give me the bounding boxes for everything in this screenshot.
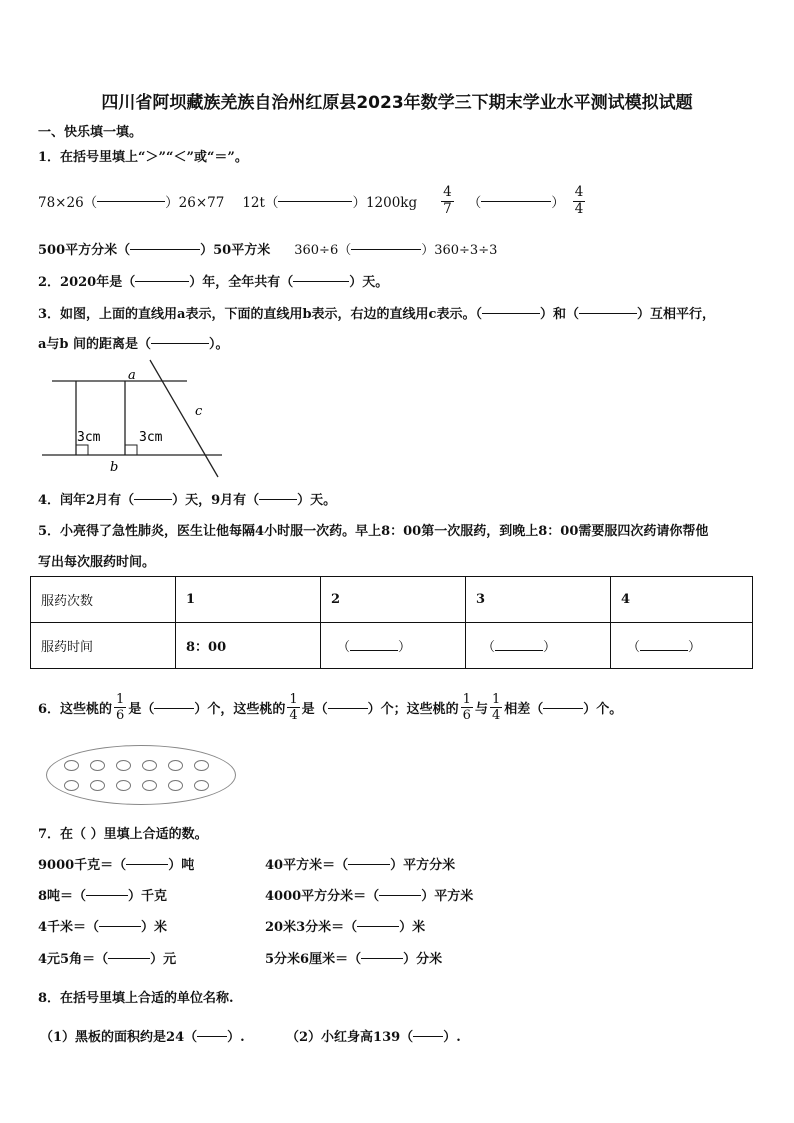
fraction-1-6: $\frac{1}{6}$: [116, 692, 125, 723]
answer-blank[interactable]: [99, 925, 141, 927]
q6-text-1: 6．这些桃的: [38, 702, 113, 717]
fraction-1-6: $\frac{1}{6}$: [462, 692, 471, 723]
answer-blank[interactable]: [495, 649, 543, 651]
q4-text-3: ）天。: [297, 493, 337, 508]
answer-blank[interactable]: [130, 248, 200, 250]
q6-text-7: 相差（: [504, 702, 544, 717]
q7-item: 8吨＝（ ）千克: [38, 889, 168, 904]
answer-blank[interactable]: [640, 649, 688, 651]
label-b: b: [110, 460, 119, 475]
answer-blank[interactable]: [413, 1035, 443, 1037]
answer-blank[interactable]: [361, 957, 403, 959]
medication-table: [30, 576, 753, 669]
q7-item: 20米3分米＝（ ）米: [265, 920, 426, 935]
q6-text-2: 是（: [128, 702, 155, 717]
peach-icon: [194, 760, 209, 771]
q4-text-1: 4．闰年2月有（: [38, 493, 135, 508]
question-5-line-1: 5．小亮得了急性肺炎，医生让他每隔4小时服一次药。早上8：00第一次服药，到晚上8：00需要服四次药请你帮他: [38, 524, 709, 539]
q2-text-1: 2．2020年是（: [38, 275, 136, 290]
label-a: a: [128, 368, 136, 383]
question-1-row-2: [38, 239, 497, 258]
q7-item: 4000平方分米＝（ ）平方米: [265, 889, 474, 904]
peach-icon: [168, 780, 183, 791]
question-1-prompt: 1．在括号里填上“＞”“＜”或“＝”。: [38, 150, 248, 165]
peach-icon: [90, 780, 105, 791]
answer-blank[interactable]: [379, 894, 421, 896]
table-row: [31, 577, 753, 623]
q2-text-3: ）天。: [349, 275, 389, 290]
peach-icon: [116, 780, 131, 791]
q1-expr-1: 78×26（: [38, 195, 98, 211]
line-c: [150, 360, 218, 477]
q7-item: 4千米＝（ ）米: [38, 920, 168, 935]
right-angle-mark-1: [76, 445, 88, 455]
q7-item: 9000千克＝（ ）吨: [38, 858, 195, 873]
q6-text-5: ）个；这些桃的: [367, 702, 459, 717]
table-cell: 服药时间: [31, 623, 176, 669]
peach-icon: [64, 760, 79, 771]
label-c: c: [195, 404, 203, 419]
section-heading: 一、快乐填一填。: [38, 125, 143, 140]
q1-expr-5: 500平方分米（: [38, 243, 131, 258]
q7-item: 5分米6厘米＝（ ）分米: [265, 952, 443, 967]
fraction-4-7: $\frac{4}{7}$: [443, 184, 452, 217]
answer-blank[interactable]: [543, 707, 583, 709]
q2-text-2: ）年，全年共有（: [189, 275, 294, 290]
peach-icon: [194, 780, 209, 791]
q1-expr-6: ）50平方米: [200, 243, 271, 258]
table-cell: （ ）: [611, 623, 753, 669]
answer-blank[interactable]: [357, 925, 399, 927]
answer-blank[interactable]: [481, 200, 551, 202]
q1-expr-3: 12t（: [242, 195, 279, 211]
answer-blank[interactable]: [293, 280, 349, 282]
q7-item: 4元5角＝（ ）元: [38, 952, 177, 967]
answer-blank[interactable]: [328, 707, 368, 709]
table-cell: 2: [321, 577, 466, 623]
question-7-prompt: 7．在（ ）里填上合适的数。: [38, 827, 208, 842]
q8-part-2: （2）小红身高139（ ）.: [286, 1030, 461, 1045]
question-1-row-1: [38, 186, 587, 216]
answer-blank[interactable]: [351, 248, 421, 250]
table-cell: 3: [466, 577, 611, 623]
answer-blank[interactable]: [348, 863, 390, 865]
q1-expr-8: ）360÷3÷3: [421, 243, 498, 258]
question-2: [38, 271, 388, 290]
question-5-line-2: 写出每次服药时间。: [38, 555, 156, 570]
answer-blank[interactable]: [259, 498, 297, 500]
q6-text-4: 是（: [301, 702, 328, 717]
fraction-4-4: $\frac{4}{4}$: [574, 184, 584, 217]
question-4: [38, 489, 336, 508]
q4-text-2: ）天，9月有（: [172, 493, 260, 508]
parallel-lines-figure: [30, 355, 240, 480]
answer-blank[interactable]: [151, 342, 209, 344]
distance-label-2: 3cm: [139, 430, 163, 445]
answer-blank[interactable]: [97, 200, 165, 202]
q6-text-8: ）个。: [583, 702, 623, 717]
q8-part-1: （1）黑板的面积约是24（ ）.: [40, 1030, 245, 1045]
q1-expr-7: 360÷6（: [294, 243, 352, 258]
q3-text-5: ）。: [209, 337, 229, 352]
peach-icon: [90, 760, 105, 771]
table-cell: 8：00: [176, 623, 321, 669]
q1-paren-open: （: [467, 195, 482, 211]
fraction-1-4: $\frac{1}{4}$: [289, 692, 298, 723]
q3-text-2: ）和（: [539, 307, 579, 322]
answer-blank[interactable]: [126, 863, 168, 865]
peach-icon: [116, 760, 131, 771]
answer-blank[interactable]: [135, 280, 189, 282]
peach-icon: [142, 780, 157, 791]
q3-text-1: 3．如图，上面的直线用a表示，下面的直线用b表示，右边的直线用c表示。（: [38, 307, 482, 322]
answer-blank[interactable]: [278, 200, 352, 202]
table-cell: （ ）: [321, 623, 466, 669]
answer-blank[interactable]: [86, 894, 128, 896]
answer-blank[interactable]: [482, 312, 540, 314]
right-angle-mark-2: [125, 445, 137, 455]
q6-text-3: ）个，这些桃的: [194, 702, 286, 717]
answer-blank[interactable]: [350, 649, 398, 651]
answer-blank[interactable]: [197, 1035, 227, 1037]
table-cell: 1: [176, 577, 321, 623]
q1-expr-2: ）26×77: [165, 195, 225, 211]
peach-icon: [64, 780, 79, 791]
q6-text-6: 与: [474, 702, 488, 717]
distance-label-1: 3cm: [77, 430, 101, 445]
answer-blank[interactable]: [108, 957, 150, 959]
question-6: [38, 693, 622, 722]
q3-text-4: a与b 间的距离是（: [38, 337, 152, 352]
peach-icon: [168, 760, 183, 771]
q3-text-3: ）互相平行，: [637, 307, 716, 322]
question-3-line-2: [38, 333, 229, 352]
table-cell: 服药次数: [31, 577, 176, 623]
q1-paren-close: ）: [551, 195, 565, 211]
peach-group-oval: [46, 745, 236, 805]
table-cell: （ ）: [466, 623, 611, 669]
question-3-line-1: [38, 303, 715, 322]
peach-icon: [142, 760, 157, 771]
q7-item: 40平方米＝（ ）平方分米: [265, 858, 456, 873]
answer-blank[interactable]: [579, 312, 637, 314]
table-cell: 4: [611, 577, 753, 623]
answer-blank[interactable]: [134, 498, 172, 500]
answer-blank[interactable]: [154, 707, 194, 709]
q1-expr-4: ）1200kg: [352, 195, 418, 211]
table-row: [31, 623, 753, 669]
fraction-1-4: $\frac{1}{4}$: [491, 692, 501, 723]
page-title: 四川省阿坝藏族羌族自治州红原县2023年数学三下期末学业水平测试模拟试题: [101, 93, 693, 113]
question-8-prompt: 8．在括号里填上合适的单位名称.: [38, 991, 234, 1006]
